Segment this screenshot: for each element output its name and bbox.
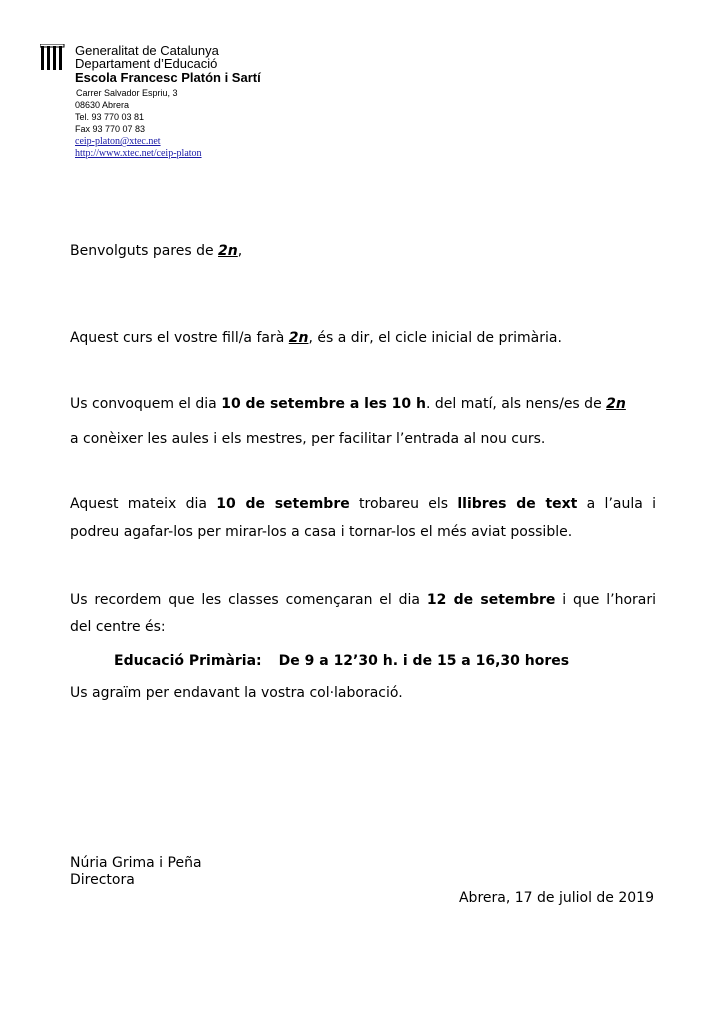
- paragraph-meeting-line2: a conèixer les aules i els mestres, per facilitar l’entrada al nou curs.: [70, 431, 546, 447]
- school-name: Escola Francesc Platón i Sartí: [75, 70, 261, 85]
- web-link[interactable]: http://www.xtec.net/ceip-platon: [75, 148, 202, 159]
- paragraph-meeting: Us convoquem el dia 10 de setembre a les 10 h. del matí, als nens/es de 2n: [70, 396, 626, 412]
- school-tel: Tel. 93 770 03 81: [75, 112, 145, 122]
- paragraph-classes-line2: del centre és:: [70, 619, 166, 635]
- schedule: [114, 651, 700, 671]
- place-date: Abrera, 17 de juliol de 2019: [458, 890, 654, 906]
- signer-name: Núria Grima i Peña: [70, 855, 202, 871]
- schedule-label: Educació Primària:: [114, 653, 262, 669]
- paragraph-classes: Us recordem que les classes començaran el dia 12 de setembre i que l’horari: [70, 592, 656, 608]
- school-address: Carrer Salvador Espriu, 3: [76, 88, 178, 98]
- greeting: Benvolguts pares de 2n,: [70, 243, 243, 259]
- generalitat-logo: [40, 44, 66, 72]
- paragraph-books-line2: podreu agafar-los per mirar-los a casa i tornar-los el més aviat possible.: [70, 524, 573, 540]
- email-link[interactable]: ceip-platon@xtec.net: [75, 136, 161, 147]
- signer-role: Directora: [70, 872, 135, 888]
- school-postal: 08630 Abrera: [75, 100, 130, 110]
- header-line1: Generalitat de Catalunya: [75, 43, 219, 58]
- grade-highlight: 2n: [218, 243, 238, 259]
- schedule-hours: De 9 a 12’30 h. i de 15 a 16,30 hores: [278, 653, 570, 669]
- thanks: Us agraïm per endavant la vostra col·laboració.: [70, 685, 403, 701]
- header-line2: Departament d’Educació: [75, 56, 218, 71]
- school-fax: Fax 93 770 07 83: [75, 124, 146, 134]
- paragraph-books: Aquest mateix dia 10 de setembre trobareu els llibres de text a l’aula i: [70, 496, 657, 512]
- paragraph-course: Aquest curs el vostre fill/a farà 2n, és a dir, el cicle inicial de primària.: [70, 330, 562, 346]
